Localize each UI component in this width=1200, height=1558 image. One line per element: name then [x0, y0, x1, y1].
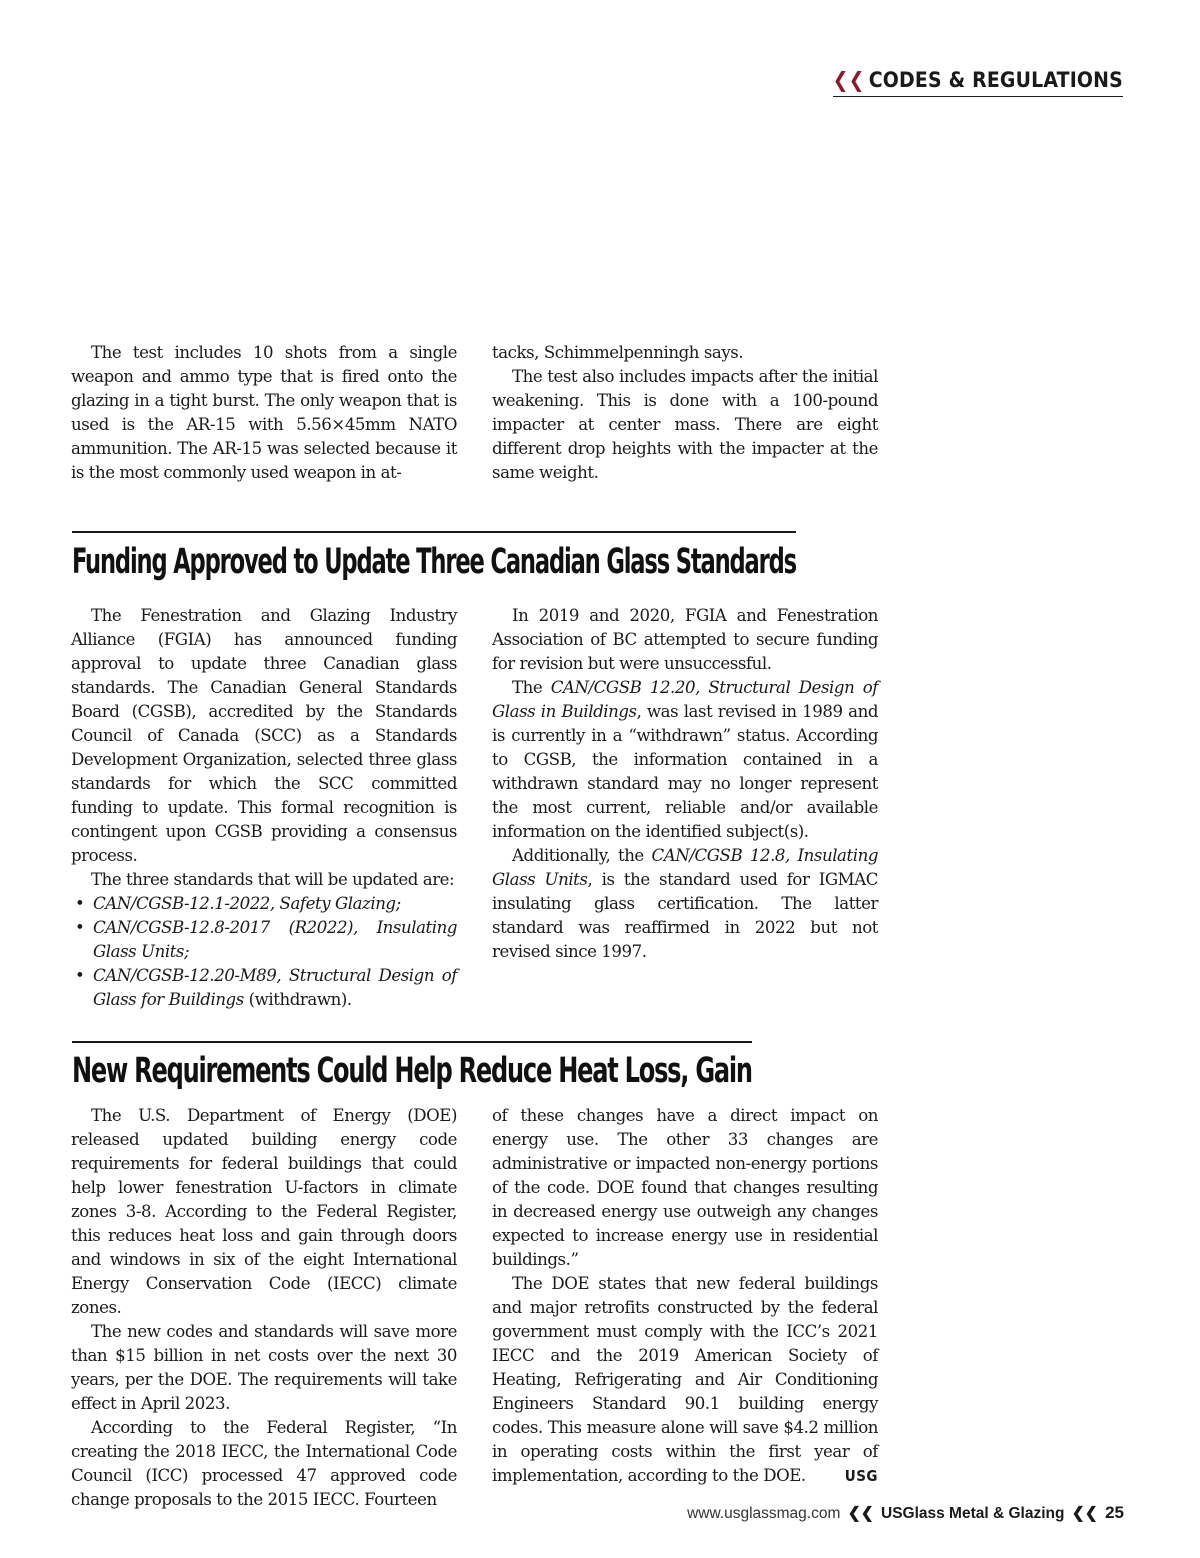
- paragraph: The Fenestration and Glazing Industry Alliance (FGIA) has announced funding approval to update three Canadian glass standards. The Canadian General Standards Board (CGSB), accredited by the Standards Council of Canada (SCC) as a Standards Development Organization, selected three glass standards for which the SCC committed funding to update. This formal recognition is contingent upon CGSB providing a consensus process.: [71, 606, 457, 865]
- paragraph: The test also includes impacts after the initial weakening. This is done with a 100-pound impacter at center mass. There are eight different drop heights with the impacter at the same weight.: [492, 367, 878, 482]
- article2-left-column: [71, 1104, 457, 1512]
- paragraph: [492, 676, 878, 844]
- standards-list: [71, 892, 457, 1012]
- article2-right-column: [492, 1104, 878, 1488]
- paragraph: The new codes and standards will save more than $15 billion in net costs over the next 30 years, per the DOE. The requirements will take effect in April 2023.: [71, 1322, 457, 1413]
- list-item-text: CAN/CGSB-12.20-M89, Structural Design of Glass for Buildings: [93, 966, 457, 1009]
- list-item: [71, 892, 457, 916]
- website-link[interactable]: www.usglassmag.com: [687, 1505, 841, 1522]
- list-item-text: (withdrawn).: [243, 990, 352, 1009]
- standard-title: CAN/CGSB 12.20, Structural Design of Glass in Buildings: [492, 678, 878, 721]
- chevron-left-icon: ❮❮: [1071, 1505, 1098, 1522]
- standard-title: CAN/CGSB 12.8, Insulating Glass Units: [492, 846, 878, 889]
- text-run: , is the standard used for IGMAC insulating glass certification. The latter standard was reaffirmed in 2022 but not revised since 1997.: [492, 870, 879, 961]
- section-label: CODES & REGULATIONS: [868, 68, 1123, 92]
- magazine-name: USGlass Metal & Glazing: [881, 1505, 1065, 1522]
- list-item: [71, 964, 457, 1012]
- article1-left-column: [71, 604, 457, 1012]
- article-headline: New Requirements Could Help Reduce Heat Loss, Gain: [72, 1051, 752, 1091]
- list-item-text: CAN/CGSB-12.8-2017 (R2022), Insulating Glass Units;: [93, 918, 457, 961]
- paragraph: [492, 844, 878, 964]
- text-run: The DOE states that new federal buildings and major retrofits constructed by the federal government must comply with the ICC’s 2021 IECC and the 2019 American Society of Heating, Refrigerating and Air Conditioning Engineers Standard 90.1 building energy codes. This measure alone will save $4.2 million in operating costs within the first year of implementation, according to the DOE.: [492, 1274, 878, 1485]
- paragraph: The test includes 10 shots from a single weapon and ammo type that is fired onto the glazing in a tight burst. The only weapon that is used is the AR-15 with 5.56×45mm NATO ammunition. The AR-15 was selected because it is the most commonly used weapon in at-: [71, 343, 457, 482]
- article1-right-column: [492, 604, 878, 964]
- paragraph: The U.S. Department of Energy (DOE) released updated building energy code requirements for federal buildings that could help lower fenestration U-factors in climate zones 3-8. According to the Federal Register, this reduces heat loss and gain through doors and windows in six of the eight International Energy Conservation Code (IECC) climate zones.: [71, 1106, 457, 1317]
- text-run: , was last revised in 1989 and is currently in a “withdrawn” status. According to CGSB, the information contained in a withdrawn standard may no longer represent the most current, reliable and/or available information on the identified subject(s).: [492, 702, 878, 841]
- paragraph: tacks, Schimmelpenningh says.: [492, 343, 744, 362]
- headline-rule: [72, 531, 796, 533]
- chevron-left-icon: ❮❮: [847, 1505, 874, 1522]
- page-number: 25: [1105, 1503, 1124, 1522]
- text-run: The: [512, 678, 551, 697]
- text-run: Additionally, the: [512, 846, 652, 865]
- paragraph: According to the Federal Register, “In creating the 2018 IECC, the International Code Council (ICC) processed 47 approved code change proposals to the 2015 IECC. Fourteen: [71, 1418, 457, 1509]
- paragraph: The three standards that will be updated are:: [91, 870, 455, 889]
- article-headline: Funding Approved to Update Three Canadian Glass Standards: [72, 542, 796, 582]
- page-footer: [687, 1503, 1124, 1523]
- end-mark: USG: [844, 1467, 878, 1485]
- intro-right-column: [492, 341, 878, 485]
- section-tag: [833, 68, 1123, 97]
- headline-rule: [72, 1041, 752, 1043]
- list-item-text: CAN/CGSB-12.1-2022, Safety Glazing;: [93, 894, 401, 913]
- paragraph: In 2019 and 2020, FGIA and Fenestration Association of BC attempted to secure funding for revision but were unsuccessful.: [492, 606, 878, 673]
- chevron-left-icon: ❮❮: [832, 68, 865, 92]
- paragraph: of these changes have a direct impact on energy use. The other 33 changes are administrative or impacted non-energy portions of the code. DOE found that changes resulting in decreased energy use outweigh any changes expected to increase energy use in residential buildings.”: [492, 1106, 878, 1269]
- intro-left-column: [71, 341, 457, 485]
- paragraph: [492, 1272, 878, 1488]
- list-item: [71, 916, 457, 964]
